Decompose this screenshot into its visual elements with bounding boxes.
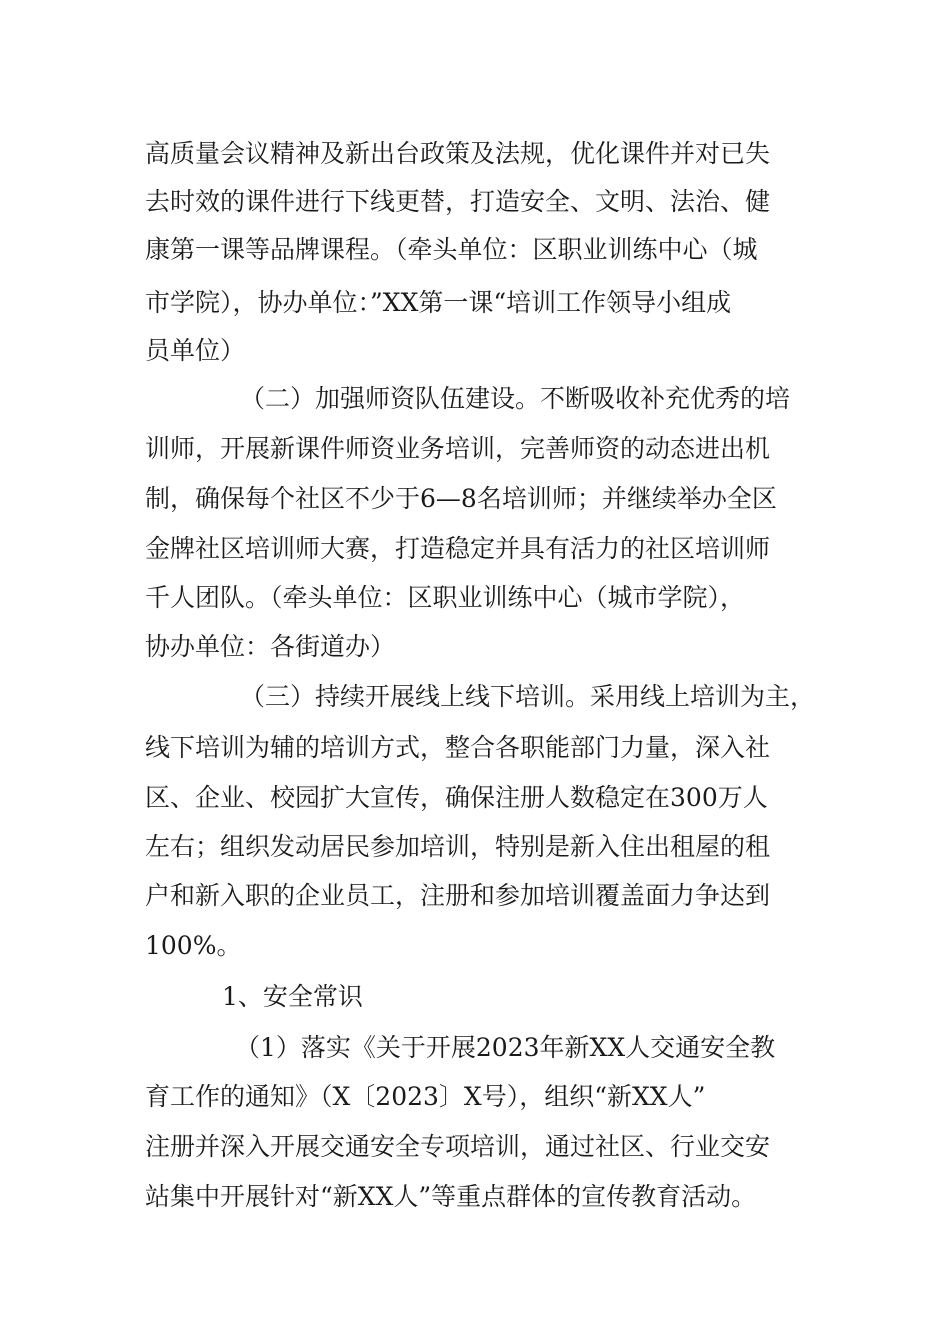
paragraph-line: 员单位） — [145, 336, 246, 365]
paragraph-line: 去时效的课件进行下线更替，打造安全、文明、法治、健 — [145, 187, 771, 216]
paragraph-line: 户和新入职的企业员工，注册和参加培训覆盖面力争达到 — [145, 881, 771, 910]
paragraph-line: 高质量会议精神及新出台政策及法规，优化课件并对已失 — [145, 139, 771, 168]
paragraph-line: 100%。 — [145, 931, 242, 960]
paragraph-line: 左右；组织发动居民参加培训，特别是新入住出租屋的租 — [145, 832, 771, 861]
paragraph-line: 康第一课等品牌课程。（牵头单位：区职业训练中心（城 — [145, 235, 758, 264]
paragraph-line: 训师，开展新课件师资业务培训，完善师资的动态进出机 — [145, 434, 771, 463]
section-heading-line: （1）落实《关于开展2023年新XX人交通安全教 — [235, 1033, 776, 1062]
paragraph-line: 千人团队。（牵头单位：区职业训练中心（城市学院）， — [145, 583, 746, 612]
paragraph-line: 线下培训为辅的培训方式，整合各职能部门力量，深入社 — [145, 733, 771, 762]
paragraph-line: 育工作的通知》（X〔2023〕X号），组织“新XX人” — [145, 1082, 706, 1111]
paragraph-line: 协办单位：各街道办） — [145, 632, 396, 661]
paragraph-line: 市学院），协办单位：”XX第一课“培训工作领导小组成 — [145, 288, 732, 317]
subsection-heading: 1、安全常识 — [222, 982, 363, 1011]
paragraph-line: 金牌社区培训师大赛，打造稳定并具有活力的社区培训师 — [145, 534, 771, 563]
section-heading-line: （二）加强师资队伍建设。不断吸收补充优秀的培 — [240, 384, 791, 413]
section-heading-line: （三）持续开展线上线下培训。采用线上培训为主， — [240, 682, 816, 711]
paragraph-line: 站集中开展针对“新XX人”等重点群体的宣传教育活动。 — [145, 1182, 757, 1211]
paragraph-line: 注册并深入开展交通安全专项培训，通过社区、行业交安 — [145, 1132, 771, 1161]
paragraph-line: 制，确保每个社区不少于6—8名培训师；并继续举办全区 — [145, 484, 777, 513]
paragraph-line: 区、企业、校园扩大宣传，确保注册人数稳定在300万人 — [145, 783, 768, 812]
